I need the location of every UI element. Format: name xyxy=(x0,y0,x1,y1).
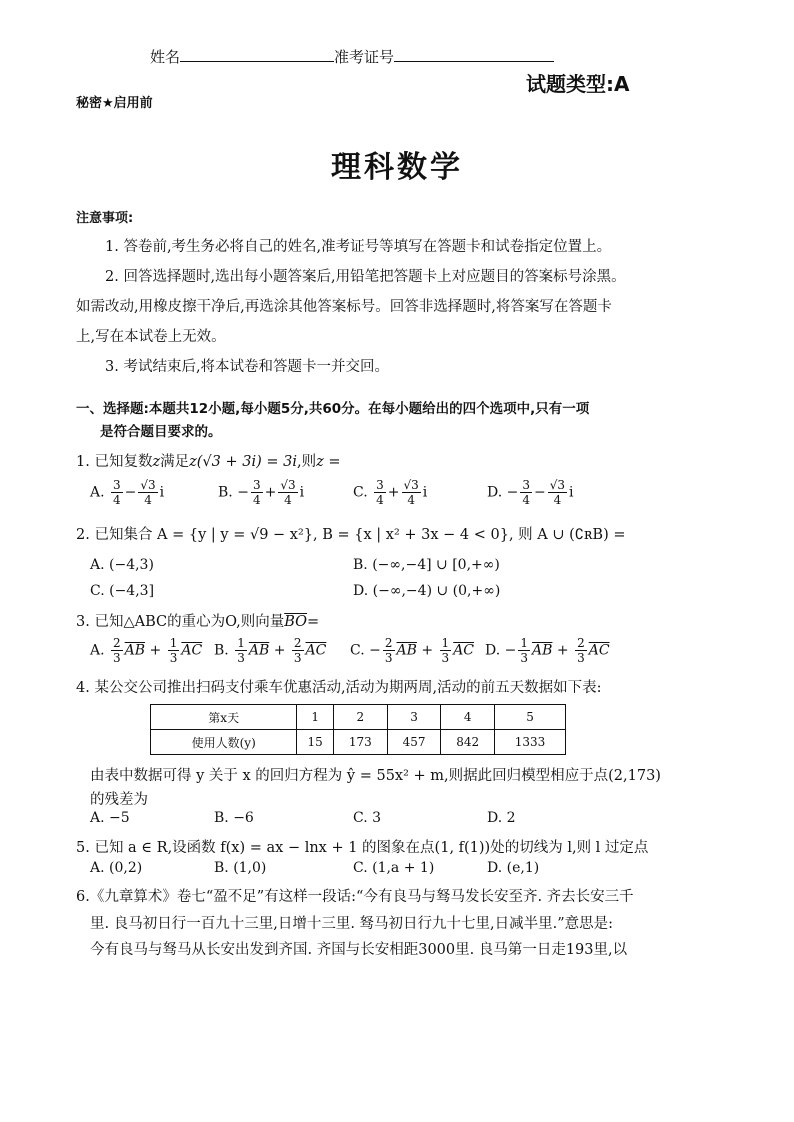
table-cell: 4 xyxy=(441,705,495,730)
operator: − xyxy=(506,484,519,501)
fraction xyxy=(292,636,304,665)
denominator: 4 xyxy=(284,493,292,507)
denominator: 3 xyxy=(293,651,302,665)
question-4-option-d: D. 2 xyxy=(487,810,516,826)
question-1-option-a xyxy=(90,478,164,507)
option-label: C. xyxy=(350,642,365,659)
table-cell: 3 xyxy=(387,705,441,730)
option-label: A. xyxy=(90,484,105,501)
fraction xyxy=(168,636,180,665)
notice-item-2-line-1: 2. 回答选择题时,选出每小题答案后,用铅笔把答题卡上对应题目的答案标号涂黑。 xyxy=(105,269,626,285)
question-6-line-1: 6.《九章算术》卷七“盈不足”有这样一段话:“今有良马与驽马发长安至齐. 齐去长安三千 xyxy=(76,889,634,905)
question-4-option-b: B. −6 xyxy=(214,810,254,826)
operator: − xyxy=(534,484,546,501)
notice-item-2-line-2: 如需改动,用橡皮擦干净后,再选涂其他答案标号。回答非选择题时,将答案写在答题卡 xyxy=(76,299,612,315)
name-field[interactable] xyxy=(180,47,334,62)
fraction xyxy=(138,478,157,507)
fraction xyxy=(518,636,530,665)
vector-ab: $\overline{AB}$ xyxy=(124,642,146,659)
question-1-stem xyxy=(76,450,341,471)
question-2-option-b: B. (−∞,−4] ∪ [0,+∞) xyxy=(353,557,500,573)
question-5-option-d: D. (e,1) xyxy=(487,860,540,876)
q1-stem-part: ,则 xyxy=(296,454,317,470)
numerator: √3 xyxy=(549,478,566,492)
denominator: 4 xyxy=(553,493,562,507)
fraction xyxy=(402,478,421,507)
option-label: B. xyxy=(218,484,233,501)
notice-item-3: 3. 考试结束后,将本试卷和答题卡一并交回。 xyxy=(105,359,390,375)
numerator: 2 xyxy=(293,636,302,650)
question-3-option-b xyxy=(214,636,326,665)
operator: − xyxy=(124,484,137,501)
numerator: 3 xyxy=(113,478,121,492)
q3-stem-end: = xyxy=(307,614,320,630)
denominator: 3 xyxy=(113,651,121,665)
denominator: 4 xyxy=(252,493,261,507)
question-1-option-b xyxy=(218,478,304,507)
numerator: 2 xyxy=(113,636,121,650)
option-label: D. xyxy=(487,484,503,501)
numerator: 1 xyxy=(520,636,529,650)
fraction xyxy=(520,478,532,507)
option-label: B. xyxy=(214,642,229,659)
operator: − xyxy=(237,484,249,501)
option-label: C. xyxy=(353,484,368,501)
q1-stem-part: 1. 已知复数 xyxy=(76,454,153,470)
fraction xyxy=(251,478,263,507)
exam-type-label: 试题类型:A xyxy=(526,72,630,96)
exam-id-label: 准考证号 xyxy=(334,48,395,66)
table-cell: 1 xyxy=(297,705,334,730)
table-row xyxy=(151,705,566,730)
question-4-stem: 4. 某公交公司推出扫码支付乘车优惠活动,活动为期两周,活动的前五天数据如下表: xyxy=(76,680,602,696)
section-heading-line-2: 是符合题目要求的。 xyxy=(100,424,222,440)
numerator: 3 xyxy=(376,478,384,492)
vector-bo: $\overline{BO}$ xyxy=(284,614,308,630)
q1-expression: z(√3 + 3i) = 3i xyxy=(189,454,297,470)
table-cell: 使用人数(y) xyxy=(151,730,297,755)
table-cell: 2 xyxy=(333,705,387,730)
question-5-option-c: C. (1,a + 1) xyxy=(353,860,435,876)
denominator: 4 xyxy=(522,493,531,507)
question-2-option-d: D. (−∞,−4) ∪ (0,+∞) xyxy=(353,583,501,599)
numerator: 1 xyxy=(441,636,450,650)
question-3-option-c xyxy=(350,636,474,665)
operator: − xyxy=(504,642,517,659)
table-cell: 15 xyxy=(297,730,334,755)
operator: + xyxy=(556,642,569,659)
table-cell: 第x天 xyxy=(151,705,297,730)
question-4-option-c: C. 3 xyxy=(353,810,382,826)
question-3-stem xyxy=(76,610,319,631)
table-cell: 173 xyxy=(333,730,387,755)
operator: + xyxy=(149,642,162,659)
numerator: √3 xyxy=(403,478,419,492)
denominator: 3 xyxy=(577,651,585,665)
imag-unit: i xyxy=(299,484,305,501)
operator: + xyxy=(273,642,286,659)
table-cell: 457 xyxy=(387,730,441,755)
fraction xyxy=(383,636,395,665)
question-4-text-line-1: 由表中数据可得 y 关于 x 的回归方程为 ŷ = 55x² + m,则据此回归模型相应于点(2,173) xyxy=(90,768,661,784)
option-label: A. xyxy=(90,642,105,659)
denominator: 3 xyxy=(237,651,245,665)
question-2-stem: 2. 已知集合 A = {y | y = √9 − x²}, B = {x | x² + 3x − 4 < 0}, 则 A ∪ (∁ʀB) = xyxy=(76,527,626,543)
notice-heading: 注意事项: xyxy=(76,211,134,226)
question-1-option-d xyxy=(487,478,574,507)
question-3-option-d xyxy=(485,636,610,665)
section-heading-line-1: 一、选择题:本题共12小题,每小题5分,共60分。在每小题给出的四个选项中,只有一项 xyxy=(76,401,590,417)
vector-ac: $\overline{AC}$ xyxy=(181,642,203,659)
denominator: 3 xyxy=(520,651,529,665)
table-cell: 5 xyxy=(495,705,566,730)
vector-ab: $\overline{AB}$ xyxy=(396,642,417,659)
numerator: √3 xyxy=(140,478,156,492)
question-2-option-c: C. (−4,3] xyxy=(90,583,155,599)
fraction xyxy=(374,478,386,507)
numerator: 1 xyxy=(169,636,178,650)
fraction xyxy=(111,478,123,507)
question-1-option-c xyxy=(353,478,427,507)
operator: + xyxy=(421,642,434,659)
fraction xyxy=(440,636,452,665)
denominator: 4 xyxy=(113,493,121,507)
notice-item-2-line-3: 上,写在本试卷上无效。 xyxy=(76,329,226,345)
question-3-option-a xyxy=(90,636,202,665)
fraction xyxy=(235,636,247,665)
q1-expression: z = xyxy=(316,454,341,470)
question-6-line-2: 里. 良马初日行一百九十三里,日增十三里. 驽马初日行九十七里,日减半里.”意思是: xyxy=(90,916,614,932)
imag-unit: i xyxy=(422,484,428,501)
q1-stem-part: 满足 xyxy=(160,454,190,470)
candidate-info-line xyxy=(150,46,554,67)
question-5-option-b: B. (1,0) xyxy=(214,860,267,876)
denominator: 4 xyxy=(407,493,415,507)
numerator: 3 xyxy=(252,478,261,492)
vector-ac: $\overline{AC}$ xyxy=(453,642,475,659)
fraction xyxy=(111,636,123,665)
imag-unit: i xyxy=(159,484,165,501)
q1-var: z xyxy=(152,454,161,470)
denominator: 3 xyxy=(384,651,393,665)
operator: + xyxy=(264,484,277,501)
data-table xyxy=(150,704,566,755)
question-4-option-a: A. −5 xyxy=(90,810,130,826)
page-title: 理科数学 xyxy=(331,150,463,185)
numerator: 2 xyxy=(384,636,393,650)
table-row xyxy=(151,730,566,755)
denominator: 4 xyxy=(376,493,384,507)
question-4-text-line-2: 的残差为 xyxy=(90,792,148,808)
numerator: 2 xyxy=(577,636,585,650)
vector-ab: $\overline{AB}$ xyxy=(248,642,270,659)
name-label: 姓名 xyxy=(150,48,181,66)
vector-ab: $\overline{AB}$ xyxy=(532,642,553,659)
table-cell: 1333 xyxy=(495,730,566,755)
denominator: 4 xyxy=(144,493,152,507)
question-2-option-a: A. (−4,3) xyxy=(90,557,154,573)
imag-unit: i xyxy=(569,484,574,501)
exam-id-field[interactable] xyxy=(394,47,554,62)
option-label: D. xyxy=(485,642,501,659)
numerator: 3 xyxy=(522,478,531,492)
q3-stem-text: 3. 已知△ABC的重心为O,则向量 xyxy=(76,614,285,630)
fraction xyxy=(548,478,567,507)
vector-ac: $\overline{AC}$ xyxy=(305,642,327,659)
denominator: 3 xyxy=(169,651,178,665)
fraction xyxy=(278,478,297,507)
confidential-label: 秘密★启用前 xyxy=(76,96,153,111)
operator: − xyxy=(369,642,381,659)
question-6-line-3: 今有良马与驽马从长安出发到齐国. 齐国与长安相距3000里. 良马第一日走193里,以 xyxy=(90,942,628,958)
notice-item-1: 1. 答卷前,考生务必将自己的姓名,准考证号等填写在答题卡和试卷指定位置上。 xyxy=(105,239,612,255)
operator: + xyxy=(387,484,400,501)
vector-ac: $\overline{AC}$ xyxy=(588,642,610,659)
numerator: √3 xyxy=(280,478,296,492)
table-cell: 842 xyxy=(441,730,495,755)
denominator: 3 xyxy=(441,651,450,665)
question-5-stem: 5. 已知 a ∈ R,设函数 f(x) = ax − lnx + 1 的图象在点(1, f(1))处的切线为 l,则 l 过定点 xyxy=(76,840,649,856)
numerator: 1 xyxy=(237,636,245,650)
fraction xyxy=(575,636,587,665)
question-5-option-a: A. (0,2) xyxy=(90,860,143,876)
